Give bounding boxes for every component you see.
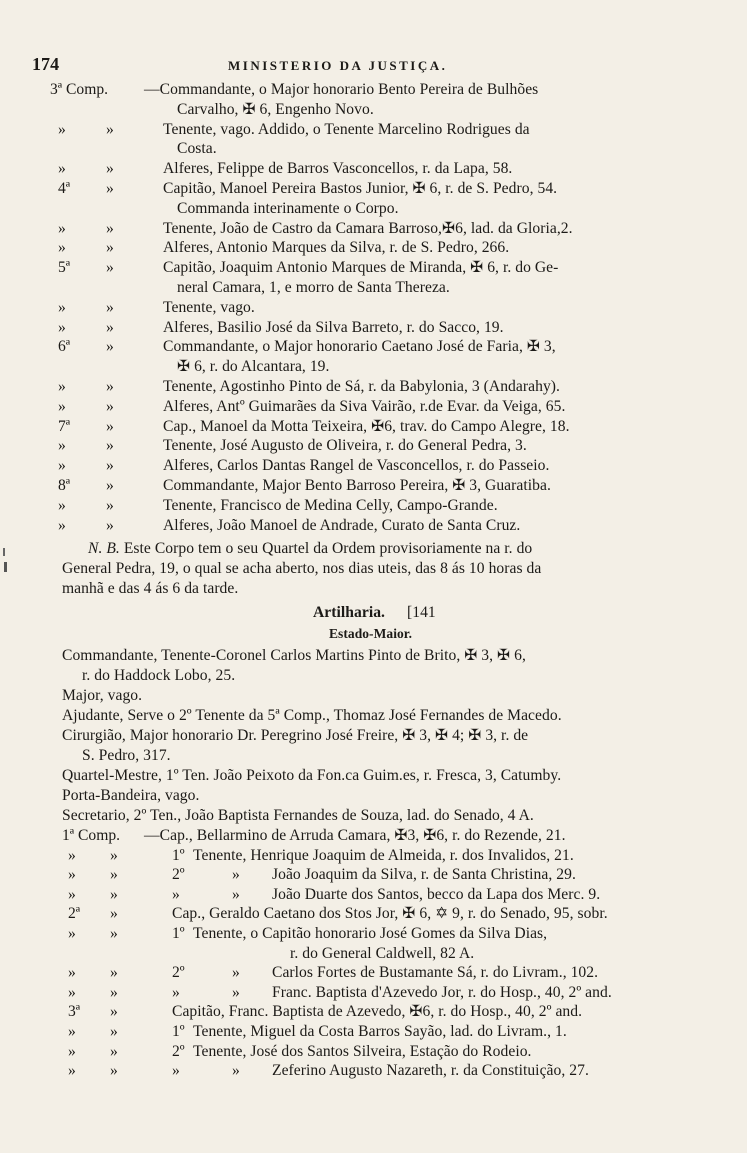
entry-company: » [58, 397, 66, 415]
entry-company: » [58, 516, 66, 534]
rank-ordinal: 2º [172, 866, 185, 884]
company-number: » [68, 1023, 76, 1040]
company-ditto: » [110, 983, 118, 1001]
staff-line: Secretario, 2º Ten., João Baptista Fernandes de Souza, lad. do Senado, 4 A. [62, 807, 534, 824]
entry-ditto: » [106, 516, 114, 534]
rank-ordinal: 1º [172, 925, 185, 942]
entry-ditto: » [106, 397, 114, 415]
entry-text: Tenente, José Augusto de Oliveira, r. do General Pedra, 3. [163, 437, 527, 455]
section-ref: [141 [407, 604, 436, 621]
staff-line: Quartel-Mestre, 1º Ten. João Peixoto da Fon.ca Guim.es, r. Fresca, 3, Catumby. [62, 767, 562, 784]
staff-line: Major, vago. [62, 687, 143, 704]
entry-company: 4ª [58, 180, 71, 197]
staff-line: Porta-Bandeira, vago. [62, 787, 200, 804]
staff-line: S. Pedro, 317. [82, 747, 171, 764]
entry-text: neral Camara, 1, e morro de Santa Thereza. [177, 279, 450, 296]
entry-text: Commanda interinamente o Corpo. [177, 199, 399, 217]
company-entry-text: João Duarte dos Santos, becco da Lapa dos Merc. 9. [272, 885, 601, 903]
note-line-2: General Pedra, 19, o qual se acha aberto, nos dias uteis, das 8 ás 10 horas da [62, 560, 542, 577]
company-number: » [68, 885, 76, 903]
company-entry-text: Zeferino Augusto Nazareth, r. da Constituição, 27. [272, 1062, 589, 1080]
company-ditto: » [110, 1003, 118, 1021]
entry-text: Tenente, João de Castro da Camara Barroso,✠6, lad. da Gloria,2. [163, 219, 573, 237]
entry-company: 6ª [58, 338, 71, 356]
entry-company: » [58, 318, 66, 336]
company-entry-text: r. do General Caldwell, 82 A. [290, 944, 475, 962]
company-entry-text: Carlos Fortes de Bustamante Sá, r. do Livram., 102. [272, 964, 599, 982]
entry-company: » [58, 239, 66, 257]
entry-text: Alferes, Antonio Marques da Silva, r. de S. Pedro, 266. [163, 239, 510, 257]
entry-text: ✠ 6, r. do Alcantara, 19. [177, 358, 330, 376]
entry-text: Capitão, Manoel Pereira Bastos Junior, ✠ 6, r. de S. Pedro, 54. [163, 180, 558, 197]
company-number: » [68, 925, 76, 942]
rank-ordinal: » [172, 983, 180, 1001]
company-ditto: » [110, 925, 118, 942]
entry-text: Tenente, Francisco de Medina Celly, Campo-Grande. [163, 496, 498, 514]
entry-ditto: » [106, 318, 114, 336]
staff-line: Cirurgião, Major honorario Dr. Peregrino José Freire, ✠ 3, ✠ 4; ✠ 3, r. de [62, 727, 529, 744]
note-label: N. B. [88, 540, 120, 557]
entry-text: Commandante, Major Bento Barroso Pereira, ✠ 3, Guaratiba. [163, 477, 551, 494]
rank-ordinal: 2º [172, 1042, 185, 1060]
entry-text: Costa. [177, 140, 217, 158]
entry-company: » [58, 298, 66, 316]
company-ditto: » [110, 964, 118, 982]
company-entry-text: Franc. Baptista d'Azevedo Jor, r. do Hosp., 40, 2º and. [272, 983, 612, 1001]
entry-text: Carvalho, ✠ 6, Engenho Novo. [177, 100, 374, 118]
rank-ditto: » [232, 964, 240, 982]
note-text-1: Este Corpo tem o seu Quartel da Ordem provisoriamente na r. do [123, 540, 533, 557]
entry-company: » [58, 378, 66, 395]
rank-ordinal: 1º [172, 846, 185, 864]
note-line-3: manhã e das 4 ás 6 da tarde. [62, 580, 239, 597]
entry-ditto: » [106, 338, 114, 356]
rank-ditto: » [232, 885, 240, 903]
company-ditto: » [110, 1042, 118, 1060]
entry-company: » [58, 457, 66, 475]
entry-company: » [58, 219, 66, 237]
staff-line: Ajudante, Serve o 2º Tenente da 5ª Comp., Thomaz José Fernandes de Macedo. [62, 707, 562, 724]
company-number: 3ª [68, 1003, 81, 1021]
margin-mark [3, 548, 5, 556]
entry-text: Alferes, Carlos Dantas Rangel de Vasconcellos, r. do Passeio. [163, 457, 550, 475]
rank-ordinal: » [172, 1062, 180, 1080]
entry-ditto: » [106, 160, 114, 178]
company-number: » [68, 866, 76, 884]
entry-text: Tenente, vago. Addido, o Tenente Marcelino Rodrigues da [163, 120, 530, 138]
rank-ditto: » [232, 866, 240, 884]
company-ditto: » [110, 1062, 118, 1080]
entry-company: 7ª [58, 417, 71, 435]
entry-company: 3ª Comp. [50, 81, 109, 98]
rank-ditto: » [232, 1062, 240, 1080]
entry-company: 5ª [58, 259, 71, 277]
company-number: » [68, 1062, 76, 1080]
entry-text: Capitão, Joaquim Antonio Marques de Miranda, ✠ 6, r. do Ge- [163, 259, 559, 277]
rank-ordinal: 2º [172, 964, 185, 982]
entry-text: Alferes, Antº Guimarães da Siva Vairão, r.de Evar. da Veiga, 65. [163, 397, 566, 415]
note-line-1 [88, 539, 532, 559]
entry-text: Commandante, o Major honorario Caetano José de Faria, ✠ 3, [163, 338, 556, 356]
entry-ditto: » [106, 180, 114, 197]
entry-ditto: » [106, 378, 114, 395]
margin-mark [4, 562, 7, 572]
entry-ditto: » [106, 477, 114, 494]
rank-ordinal: » [172, 885, 180, 903]
company-entry-text: —Cap., Bellarmino de Arruda Camara, ✠3, ✠6, r. do Rezende, 21. [144, 827, 566, 844]
company-number: 1ª Comp. [62, 827, 121, 844]
staff-line: r. do Haddock Lobo, 25. [82, 667, 236, 684]
company-number: » [68, 964, 76, 982]
entry-text: —Commandante, o Major honorario Bento Pereira de Bulhões [144, 81, 539, 98]
company-ditto: » [110, 885, 118, 903]
company-entry-text: Cap., Geraldo Caetano dos Stos Jor, ✠ 6, ✡ 9, r. do Senado, 95, sobr. [172, 905, 608, 923]
company-entry-text: Tenente, o Capitão honorario José Gomes da Silva Dias, [193, 925, 548, 942]
company-entry-text: João Joaquim da Silva, r. de Santa Christina, 29. [272, 866, 576, 884]
entry-ditto: » [106, 457, 114, 475]
page-number: 174 [32, 54, 60, 74]
entry-ditto: » [106, 298, 114, 316]
company-entry-text: Tenente, José dos Santos Silveira, Estação do Rodeio. [193, 1042, 532, 1060]
entry-ditto: » [106, 259, 114, 277]
company-entry-text: Tenente, Miguel da Costa Barros Sayão, lad. do Livram., 1. [193, 1023, 567, 1040]
company-ditto: » [110, 846, 118, 864]
entry-ditto: » [106, 120, 114, 138]
entry-text: Alferes, João Manoel de Andrade, Curato de Santa Cruz. [163, 516, 521, 534]
section-subtitle: Estado-Maior. [329, 626, 413, 641]
company-entry-text: Capitão, Franc. Baptista de Azevedo, ✠6, r. do Hosp., 40, 2º and. [172, 1003, 583, 1021]
company-ditto: » [110, 1023, 118, 1040]
company-ditto: » [110, 905, 118, 923]
staff-line: Commandante, Tenente-Coronel Carlos Martins Pinto de Brito, ✠ 3, ✠ 6, [62, 647, 526, 664]
entry-company: » [58, 160, 66, 178]
rank-ordinal: 1º [172, 1023, 185, 1040]
company-ditto: » [110, 866, 118, 884]
entry-text: Alferes, Basilio José da Silva Barreto, r. do Sacco, 19. [163, 318, 504, 336]
running-title: MINISTERIO DA JUSTIÇA. [228, 58, 448, 73]
company-entry-text: Tenente, Henrique Joaquim de Almeida, r. dos Invalidos, 21. [193, 846, 574, 864]
section-title: Artilharia. [313, 604, 386, 621]
entry-company: » [58, 437, 66, 455]
rank-ditto: » [232, 983, 240, 1001]
company-number: 2ª [68, 905, 81, 923]
entry-company: » [58, 120, 66, 138]
entry-ditto: » [106, 496, 114, 514]
entry-ditto: » [106, 417, 114, 435]
company-number: » [68, 1042, 76, 1060]
entry-text: Alferes, Felippe de Barros Vasconcellos, r. da Lapa, 58. [163, 160, 513, 178]
entry-text: Cap., Manoel da Motta Teixeira, ✠6, trav. do Campo Alegre, 18. [163, 417, 570, 435]
entry-company: 8ª [58, 477, 71, 494]
entry-ditto: » [106, 219, 114, 237]
entry-company: » [58, 496, 66, 514]
entry-text: Tenente, vago. [163, 298, 255, 316]
entry-ditto: » [106, 239, 114, 257]
entry-text: Tenente, Agostinho Pinto de Sá, r. da Babylonia, 3 (Andarahy). [163, 378, 560, 395]
entry-ditto: » [106, 437, 114, 455]
company-number: » [68, 983, 76, 1001]
company-number: » [68, 846, 76, 864]
